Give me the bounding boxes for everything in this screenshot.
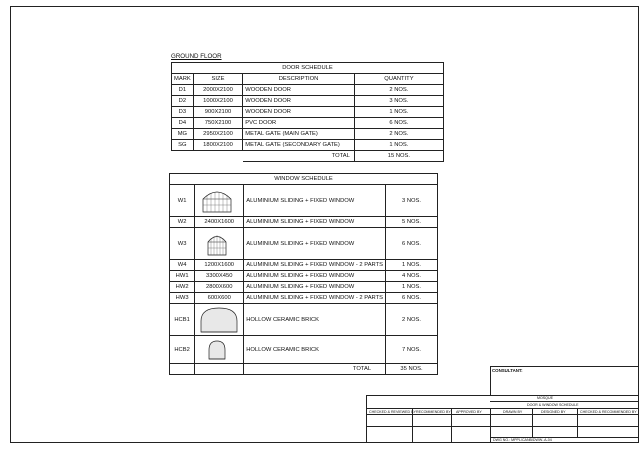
qty-cell: 7 NOS. — [386, 336, 438, 364]
window-schedule-title: WINDOW SCHEDULE — [170, 174, 438, 185]
project-name: MOSQUE — [537, 396, 553, 400]
qty-cell: 3 NOS. — [354, 96, 443, 107]
size-cell: 750X2100 — [193, 118, 243, 129]
qty-cell: 3 NOS. — [386, 185, 438, 217]
description-cell: METAL GATE (SECONDARY GATE) — [243, 140, 355, 151]
total-label: TOTAL — [243, 151, 355, 162]
description-cell: ALUMINIUM SLIDING + FIXED WINDOW — [244, 228, 386, 260]
mark-cell: W3 — [170, 228, 195, 260]
description-cell: ALUMINIUM SLIDING + FIXED WINDOW — [244, 185, 386, 217]
mark-cell: W4 — [170, 260, 195, 271]
total-label: TOTAL — [244, 364, 386, 375]
size-cell: 2000X2100 — [193, 85, 243, 96]
qty-cell: 6 NOS. — [354, 118, 443, 129]
mark-cell: HW2 — [170, 282, 195, 293]
size-cell: 900X2100 — [193, 107, 243, 118]
qty-cell: 2 NOS. — [354, 129, 443, 140]
table-row — [172, 96, 444, 107]
drawing-title: DOOR & WINDOW SCHEDULE — [527, 403, 579, 407]
arched-window-icon — [197, 230, 237, 258]
mark-cell: MG — [172, 129, 194, 140]
size-cell: 2950X2100 — [193, 129, 243, 140]
recommended-label: RECOMMENDED BY — [416, 410, 451, 414]
mark-cell: HW1 — [170, 271, 195, 282]
size-cell: 3300X450 — [195, 271, 244, 282]
mark-cell: D2 — [172, 96, 194, 107]
description-cell: HOLLOW CERAMIC BRICK — [244, 304, 386, 336]
size-cell: 600X600 — [195, 293, 244, 304]
description-cell: ALUMINIUM SLIDING + FIXED WINDOW - 2 PARTS — [244, 260, 386, 271]
brick-arch-icon — [197, 337, 237, 363]
mark-cell: HCB1 — [170, 304, 195, 336]
size-cell: 2400X1600 — [195, 217, 244, 228]
section-title: GROUND FLOOR — [171, 53, 222, 60]
qty-cell: 2 NOS. — [354, 85, 443, 96]
description-cell: ALUMINIUM SLIDING + FIXED WINDOW — [244, 282, 386, 293]
header-mark: MARK — [172, 74, 194, 85]
brick-arch-icon — [197, 305, 241, 335]
total-value: 35 NOS. — [386, 364, 438, 375]
door-schedule-title: DOOR SCHEDULE — [172, 63, 444, 74]
description-cell: ALUMINIUM SLIDING + FIXED WINDOW — [244, 217, 386, 228]
mark-cell: D1 — [172, 85, 194, 96]
qty-cell: 1 NOS. — [354, 107, 443, 118]
description-cell: PVC DOOR — [243, 118, 355, 129]
qty-cell: 2 NOS. — [386, 304, 438, 336]
mark-cell: W2 — [170, 217, 195, 228]
qty-cell: 4 NOS. — [386, 271, 438, 282]
qty-cell: 6 NOS. — [386, 228, 438, 260]
window-total-row — [170, 364, 438, 375]
consultant-label: CONSULTANT: — [492, 368, 523, 373]
checked-reviewed-label: CHECKED & REVIEWED BY — [369, 410, 416, 414]
mark-cell: W1 — [170, 185, 195, 217]
header-description: DESCRIPTION — [243, 74, 355, 85]
description-cell: WOODEN DOOR — [243, 96, 355, 107]
size-cell: 1800X2100 — [193, 140, 243, 151]
table-row — [170, 282, 438, 293]
description-cell: ALUMINIUM SLIDING + FIXED WINDOW — [244, 271, 386, 282]
table-row — [170, 217, 438, 228]
description-cell: ALUMINIUM SLIDING + FIXED WINDOW - 2 PARTS — [244, 293, 386, 304]
description-cell: WOODEN DOOR — [243, 107, 355, 118]
mark-cell: HCB2 — [170, 336, 195, 364]
approved-label: APPROVED BY — [456, 410, 482, 414]
description-cell: METAL GATE (MAIN GATE) — [243, 129, 355, 140]
mark-cell: SG — [172, 140, 194, 151]
door-schedule-table — [171, 62, 444, 162]
total-value: 15 NOS. — [354, 151, 443, 162]
header-size: SIZE — [193, 74, 243, 85]
mark-cell: D4 — [172, 118, 194, 129]
table-row — [170, 228, 438, 260]
table-row — [170, 336, 438, 364]
table-row — [172, 107, 444, 118]
table-row — [172, 118, 444, 129]
designed-label: DESIGNED BY — [541, 410, 566, 414]
qty-cell: 1 NOS. — [386, 282, 438, 293]
qty-cell: 1 NOS. — [386, 260, 438, 271]
qty-cell: 1 NOS. — [354, 140, 443, 151]
qty-cell: 5 NOS. — [386, 217, 438, 228]
description-cell: HOLLOW CERAMIC BRICK — [244, 336, 386, 364]
window-schedule-table — [169, 173, 438, 375]
table-row — [170, 304, 438, 336]
size-cell: 1200X1600 — [195, 260, 244, 271]
table-row — [170, 293, 438, 304]
size-cell: 1000X2100 — [193, 96, 243, 107]
drawn-label: DRAWN BY — [503, 410, 523, 414]
table-row — [170, 260, 438, 271]
table-row — [172, 129, 444, 140]
table-row — [172, 85, 444, 96]
checked-recommended-label: CHECKED & RECOMMENDED BY — [580, 410, 637, 414]
door-total-row — [172, 151, 444, 162]
header-quantity: QUANTITY — [354, 74, 443, 85]
size-cell: 2800X600 — [195, 282, 244, 293]
qty-cell: 6 NOS. — [386, 293, 438, 304]
table-row — [172, 140, 444, 151]
drawing-number: DWG NO.: MPPL/CANB/DWW..A-04 — [493, 438, 552, 442]
table-row — [170, 185, 438, 217]
arched-window-icon — [197, 187, 237, 215]
mark-cell: D3 — [172, 107, 194, 118]
table-row — [170, 271, 438, 282]
description-cell: WOODEN DOOR — [243, 85, 355, 96]
mark-cell: HW3 — [170, 293, 195, 304]
